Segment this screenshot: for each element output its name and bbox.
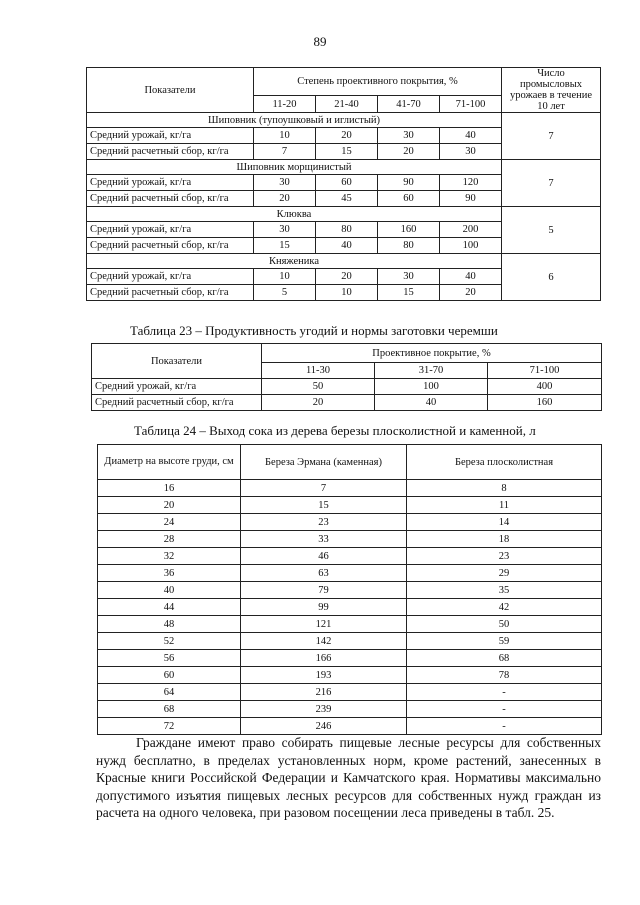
group-title: Шиповник (тупоушковый и иглистый)	[87, 113, 502, 128]
coverage-col-2: 21-40	[316, 96, 378, 113]
cell: 40	[316, 238, 378, 254]
berry-yield-table	[86, 67, 601, 301]
harvest-years-cell: 7	[502, 113, 601, 160]
cell: 44	[98, 599, 241, 616]
cell: 20	[440, 285, 502, 301]
cell: 40	[440, 128, 502, 144]
row-label: Средний урожай, кг/га	[87, 222, 254, 238]
cell: 142	[241, 633, 407, 650]
ramson-yield-table	[91, 343, 602, 411]
indicators-header: Показатели	[87, 68, 254, 113]
cell: 63	[241, 565, 407, 582]
cell: 15	[241, 497, 407, 514]
cell: 60	[316, 175, 378, 191]
cell: 11	[407, 497, 602, 514]
cell: 20	[98, 497, 241, 514]
cell: 20	[316, 269, 378, 285]
cell: 60	[98, 667, 241, 684]
cell: 15	[316, 144, 378, 160]
cell: 56	[98, 650, 241, 667]
row-label: Средний расчетный сбор, кг/га	[87, 238, 254, 254]
table-row	[98, 582, 602, 599]
row-label: Средний урожай, кг/га	[87, 175, 254, 191]
table-row	[98, 616, 602, 633]
cell: 80	[378, 238, 440, 254]
coverage-header: Степень проективного покрытия, %	[254, 68, 502, 96]
cell: 90	[440, 191, 502, 207]
cell: 100	[375, 379, 488, 395]
row-label: Средний расчетный сбор, кг/га	[87, 191, 254, 207]
table-row	[98, 667, 602, 684]
table24-caption: Таблица 24 – Выход сока из дерева березы плосколистной и каменной, л	[134, 423, 536, 438]
cell: 20	[262, 395, 375, 411]
indicators-header: Показатели	[92, 344, 262, 379]
cell: 400	[488, 379, 602, 395]
cell: 100	[440, 238, 502, 254]
cell: 60	[378, 191, 440, 207]
flatleaf-header: Береза плосколистная	[407, 445, 602, 480]
cell: -	[407, 701, 602, 718]
table-row	[98, 480, 602, 497]
harvest-years-cell: 5	[502, 207, 601, 254]
group-title: Княженика	[87, 254, 502, 269]
cell: 23	[241, 514, 407, 531]
cell: 8	[407, 480, 602, 497]
cell: 15	[378, 285, 440, 301]
cell: 40	[98, 582, 241, 599]
cell: 160	[488, 395, 602, 411]
cell: 28	[98, 531, 241, 548]
cell: 10	[316, 285, 378, 301]
cell: 5	[254, 285, 316, 301]
table-row	[92, 379, 602, 395]
table-row	[98, 548, 602, 565]
row-label: Средний урожай, кг/га	[92, 379, 262, 395]
table-row	[98, 514, 602, 531]
cell: 239	[241, 701, 407, 718]
cell: 160	[378, 222, 440, 238]
cell: 120	[440, 175, 502, 191]
cell: 46	[241, 548, 407, 565]
cell: 7	[254, 144, 316, 160]
cell: 68	[407, 650, 602, 667]
cell: 20	[378, 144, 440, 160]
cell: 59	[407, 633, 602, 650]
coverage-col-3: 71-100	[488, 363, 602, 379]
harvest-years-cell: 7	[502, 160, 601, 207]
row-label: Средний расчетный сбор, кг/га	[87, 285, 254, 301]
cell: 29	[407, 565, 602, 582]
birch-sap-table	[97, 444, 602, 735]
row-label: Средний урожай, кг/га	[87, 128, 254, 144]
cell: 42	[407, 599, 602, 616]
cell: 166	[241, 650, 407, 667]
cell: 45	[316, 191, 378, 207]
cell: 30	[254, 175, 316, 191]
cell: 64	[98, 684, 241, 701]
table-row	[98, 718, 602, 735]
table-row	[92, 395, 602, 411]
paragraph-text: Граждане имеют право собирать пищевые лесные ресурсы для собственных нужд бесплатно, в пределах установленных норм, кроме растений, занесенных в Красные книги Российской Федерации и Камчатского края. Нормативы максимально допустимого изъятия пищевых лесных ресурсов для собственных нужд граждан из расчета на одного человека, при разовом посещении леса приведены в табл. 25.	[96, 735, 601, 821]
table-row	[98, 565, 602, 582]
row-label: Средний расчетный сбор, кг/га	[87, 144, 254, 160]
cell: -	[407, 718, 602, 735]
row-label: Средний расчетный сбор, кг/га	[92, 395, 262, 411]
harvest-years-header: Число промысловых урожаев в течение 10 лет	[502, 68, 601, 113]
cell: 48	[98, 616, 241, 633]
table23-caption: Таблица 23 – Продуктивность угодий и нормы заготовки черемши	[130, 323, 498, 338]
cell: 68	[98, 701, 241, 718]
coverage-col-4: 71-100	[440, 96, 502, 113]
coverage-col-2: 31-70	[375, 363, 488, 379]
coverage-header: Проективное покрытие, %	[262, 344, 602, 363]
table-row	[98, 633, 602, 650]
table-row	[98, 650, 602, 667]
cell: 216	[241, 684, 407, 701]
cell: 10	[254, 128, 316, 144]
coverage-col-1: 11-30	[262, 363, 375, 379]
cell: 14	[407, 514, 602, 531]
cell: 99	[241, 599, 407, 616]
group-title: Клюква	[87, 207, 502, 222]
cell: 30	[378, 269, 440, 285]
table-row	[98, 531, 602, 548]
table-row	[98, 701, 602, 718]
group-title: Шиповник морщинистый	[87, 160, 502, 175]
cell: 200	[440, 222, 502, 238]
cell: 33	[241, 531, 407, 548]
table-row	[98, 497, 602, 514]
cell: 35	[407, 582, 602, 599]
cell: 7	[241, 480, 407, 497]
cell: 52	[98, 633, 241, 650]
cell: 23	[407, 548, 602, 565]
row-label: Средний урожай, кг/га	[87, 269, 254, 285]
cell: 80	[316, 222, 378, 238]
cell: 30	[378, 128, 440, 144]
body-paragraph	[96, 734, 601, 822]
cell: 20	[254, 191, 316, 207]
cell: 193	[241, 667, 407, 684]
cell: 18	[407, 531, 602, 548]
cell: 32	[98, 548, 241, 565]
cell: 15	[254, 238, 316, 254]
cell: 50	[407, 616, 602, 633]
cell: 24	[98, 514, 241, 531]
cell: -	[407, 684, 602, 701]
harvest-years-cell: 6	[502, 254, 601, 301]
coverage-col-3: 41-70	[378, 96, 440, 113]
cell: 79	[241, 582, 407, 599]
cell: 30	[254, 222, 316, 238]
cell: 16	[98, 480, 241, 497]
cell: 72	[98, 718, 241, 735]
cell: 50	[262, 379, 375, 395]
table-row	[98, 599, 602, 616]
cell: 40	[440, 269, 502, 285]
cell: 40	[375, 395, 488, 411]
cell: 20	[316, 128, 378, 144]
erman-header: Береза Эрмана (каменная)	[241, 445, 407, 480]
diameter-header: Диаметр на высоте груди, см	[98, 445, 241, 480]
table-row	[98, 684, 602, 701]
coverage-col-1: 11-20	[254, 96, 316, 113]
cell: 10	[254, 269, 316, 285]
cell: 36	[98, 565, 241, 582]
cell: 78	[407, 667, 602, 684]
cell: 121	[241, 616, 407, 633]
cell: 246	[241, 718, 407, 735]
page-number: 89	[313, 34, 327, 49]
cell: 30	[440, 144, 502, 160]
cell: 90	[378, 175, 440, 191]
